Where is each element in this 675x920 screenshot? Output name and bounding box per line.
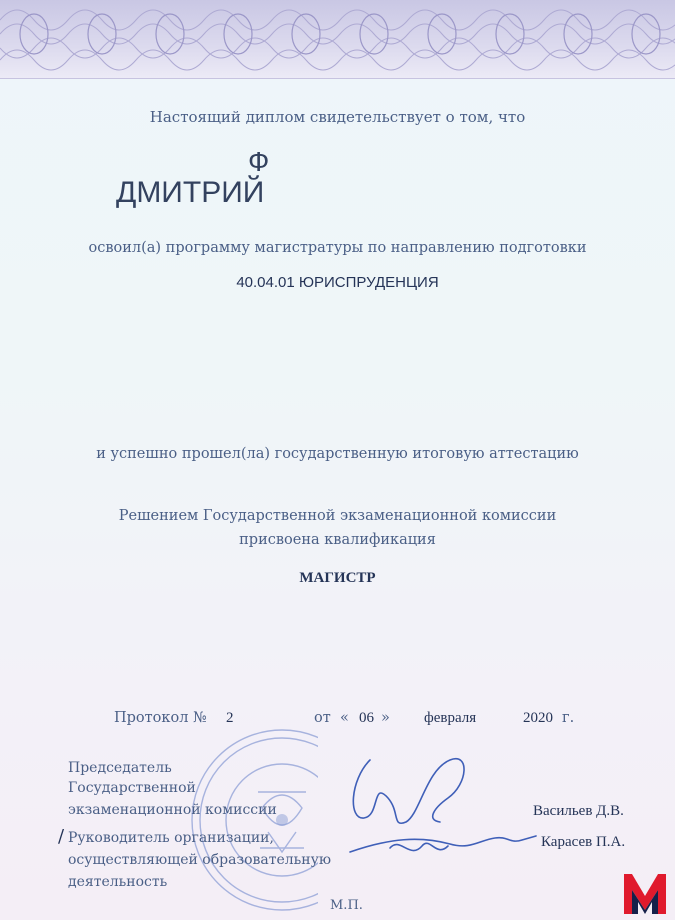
head-title-line-1: Руководитель организации,	[68, 830, 274, 846]
attestation-passed-text: и успешно прошел(ла) государственную итоговую аттестацию	[96, 446, 579, 462]
date-open-quote: «	[340, 710, 349, 726]
commission-decision-line-2: присвоена квалификация	[239, 532, 436, 548]
handwritten-signatures	[330, 740, 540, 880]
guilloche-pattern	[0, 0, 675, 78]
qualification-title: МАГИСТР	[299, 570, 376, 586]
chair-title-line-2: Государственной	[68, 780, 196, 796]
m-logo-icon	[622, 870, 668, 916]
head-title-line-2: осуществляющей образовательную	[68, 852, 332, 868]
program-name: 40.04.01 ЮРИСПРУДЕНЦИЯ	[236, 274, 439, 291]
commission-decision-line-1: Решением Государственной экзаменационной комиссии	[118, 508, 557, 524]
head-signatory-name: Карасев П.А.	[541, 834, 626, 850]
graduate-first-name: ДМИТРИЙ	[116, 176, 265, 209]
protocol-year: 2020	[523, 710, 553, 726]
graduate-surname-initial: Ф	[248, 146, 270, 177]
diploma-intro-text: Настоящий диплом свидетельствует о том, что	[149, 108, 526, 126]
protocol-date-from-label: от	[314, 710, 331, 726]
chair-title-line-3: экзаменационной комиссии	[68, 802, 277, 818]
protocol-month: февраля	[424, 710, 477, 726]
signatory-separator: /	[58, 826, 65, 847]
chair-title-line-1: Председатель	[68, 760, 172, 776]
protocol-number: 2	[226, 710, 234, 726]
date-close-quote: »	[381, 710, 390, 726]
decorative-banner	[0, 0, 675, 79]
protocol-label: Протокол №	[114, 710, 207, 726]
year-suffix: г.	[562, 710, 575, 726]
program-mastered-text: освоил(а) программу магистратуры по направлению подготовки	[88, 240, 587, 256]
stamp-place-label: М.П.	[330, 898, 363, 913]
head-title-line-3: деятельность	[68, 874, 168, 890]
chair-signatory-name: Васильев Д.В.	[533, 803, 624, 819]
protocol-day: 06	[359, 710, 374, 726]
